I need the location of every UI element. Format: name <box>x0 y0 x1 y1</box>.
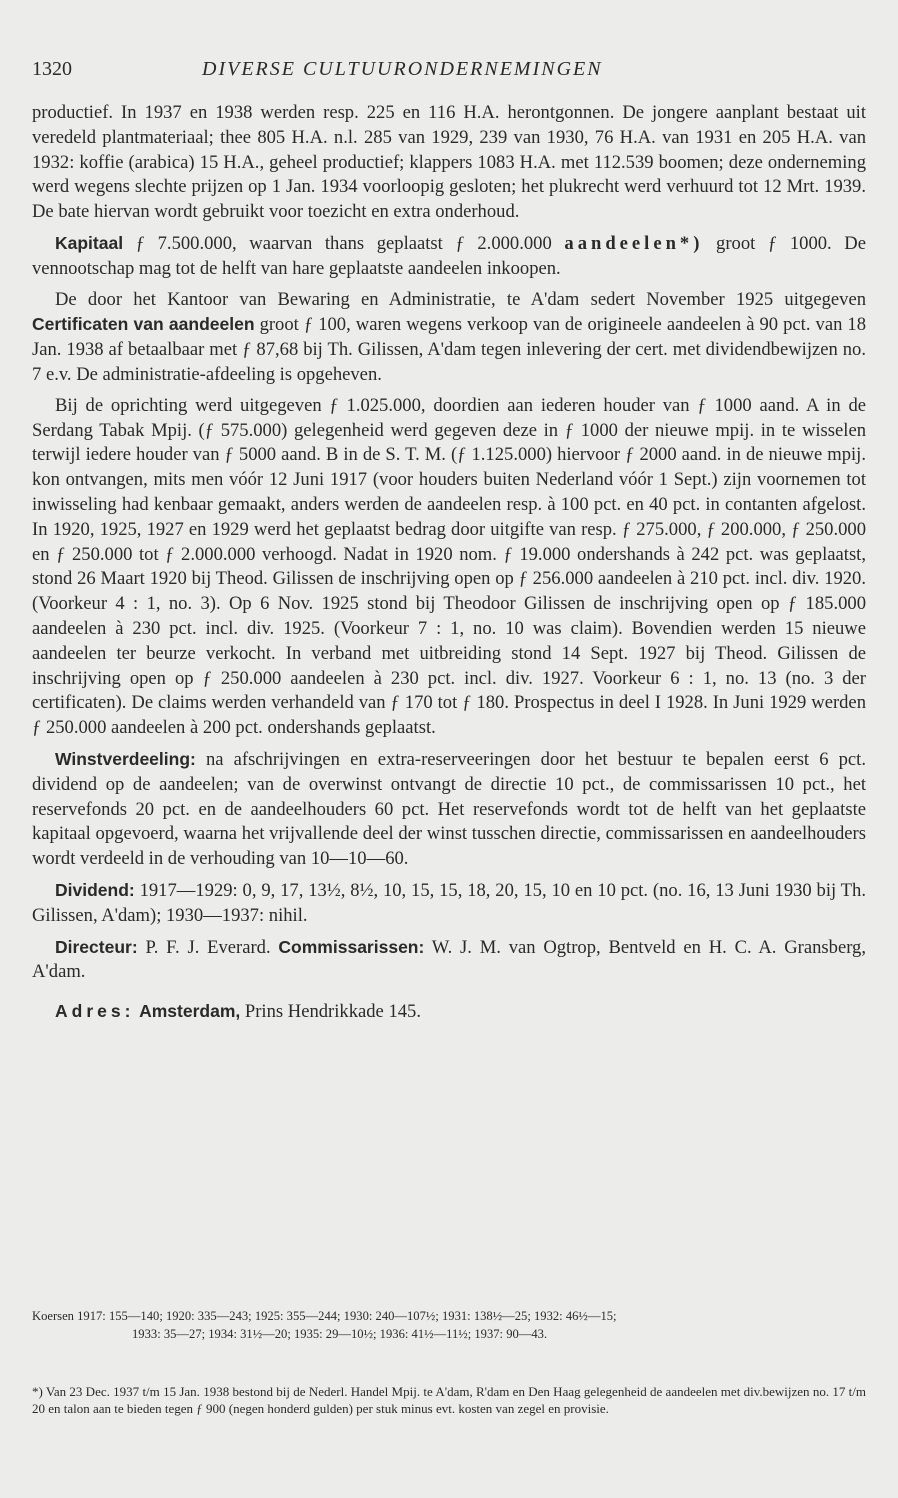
koersen-block <box>32 1307 866 1343</box>
paragraph-certificaten <box>32 288 866 388</box>
kapitaal-text-post: groot ƒ 1000. De vennootschap mag tot de helft van hare geplaatste aandeelen inkoopen. <box>32 232 866 279</box>
adres-label: Adres: <box>55 1001 135 1022</box>
certificaten-label: Certificaten van aandeelen <box>32 314 255 335</box>
directeur-label: Directeur: <box>55 936 138 957</box>
paragraph-winstverdeeling <box>32 747 866 872</box>
footnote: *) Van 23 Dec. 1937 t/m 15 Jan. 1938 bestond bij de Nederl. Handel Mpij. te A'dam, R'dam en Den Haag gelegenheid de aandeelen met div.bewijzen no. 17 t/m 20 en talon aan te bieden tegen ƒ 900 (negen honderd gulden) per stuk minus evt. kosten van zegel en provisie. <box>32 1384 866 1416</box>
cert-text-post: groot ƒ 100, waren wegens verkoop van de origineele aandeelen à 90 pct. van 18 Jan. 1938 af betaalbaar met ƒ 87,68 bij Th. Gilissen, A'dam tegen inlevering der cert. met dividendbewijzen no. 7 e.v. De administratie-afdeeling is opgeheven. <box>32 314 866 385</box>
koersen-line-2: 1933: 35—27; 1934: 31½—20; 1935: 29—10½; 1936: 41½—11½; 1937: 90—43. <box>132 1327 548 1341</box>
adres-text: Prins Hendrikkade 145. <box>240 1001 421 1023</box>
commissarissen-label: Commissarissen: <box>278 936 425 957</box>
paragraph-production: productief. In 1937 en 1938 werden resp. 225 en 116 H.A. herontgonnen. De jongere aanplant bestaat uit veredeld plantmateriaal; thee 805 H.A. n.l. 285 van 1929, 239 van 1930, 76 H.A. van 1931 en 205 H.A. van 1932: koffie (arabica) 15 H.A., geheel productief; klappers 1083 H.A. met 112.539 boomen; deze onderneming werd wegens slechte prijzen op 1 Jan. 1934 voorloopig gesloten; het plukrecht werd verhuurd tot 12 Mrt. 1939. De bate hiervan wordt gebruikt voor toezicht en extra onderhoud. <box>32 102 866 223</box>
main-text <box>32 101 866 1031</box>
koersen-line-1: Koersen 1917: 155—140; 1920: 335—243; 1925: 355—244; 1930: 240—107½; 1931: 138½—25; 1932: 46½—15; <box>32 1309 617 1323</box>
paragraph-oprichting: Bij de oprichting werd uitgegeven ƒ 1.025.000, doordien aan iederen houder van ƒ 1000 aand. A in de Serdang Tabak Mpij. (ƒ 575.000) gelegenheid werd gegeven deze in ƒ 1000 der nieuwe mpij. in te wisselen terwijl iedere houder van ƒ 5000 aand. B in de S. T. M. (ƒ 1.125.000) hiervoor ƒ 2000 aand. in de nieuwe mpij. kon ontvangen, mits men vóór 12 Juni 1917 (voor houders buiten Nederland vóór 1 Sept.) zijn voornemen tot inwisseling had kenbaar gemaakt, anders werden de aandeelen resp. à 100 pct. en 40 pct. in contanten afgelost. In 1920, 1925, 1927 en 1929 werd het geplaatst bedrag door uitgifte van resp. ƒ 275.000, ƒ 200.000, ƒ 250.000 en ƒ 250.000 tot ƒ 2.000.000 verhoogd. Nadat in 1920 nom. ƒ 19.000 ondershands à 242 pct. was geplaatst, stond 26 Maart 1920 bij Theod. Gilissen de inschrijving open op ƒ 256.000 aandeelen à 210 pct. incl. div. 1920. (Voorkeur 4 : 1, no. 3). Op 6 Nov. 1925 stond bij Theodoor Gilissen de inschrijving open op ƒ 185.000 aandeelen à 230 pct. incl. div. 1925. (Voorkeur 7 : 1, no. 10 was claim). Bovendien werden 15 nieuwe aandeelen ter beurze verkocht. In verband met uitbreiding stond 14 Sept. 1927 bij Theod. Gilissen de inschrijving open op ƒ 250.000 aandeelen à 230 pct. incl. div. 1927. Voorkeur 6 : 1, no. 13 (no. 3 der certificaten). De claims werden verhandeld van ƒ 170 tot ƒ 180. Prospectus in deel I 1928. In Juni 1929 werden ƒ 250.000 aandeelen à 200 pct. ondershands geplaatst. <box>32 394 866 739</box>
winstverdeeling-text: na afschrijvingen en extra-reserveeringen door het bestuur te bepalen eerst 6 pct. dividend op de aandeelen; van de overwinst ontvangt de directie 10 pct., de commissarissen 10 pct., het reservefonds 20 pct. en de aandeelhouders 60 pct. Het reservefonds wordt tot de helft van het geplaatste kapitaal opgevoerd, waarna het vrijvallende deel der winst tusschen directie, commissarissen en aandeelhouders wordt verdeeld in de verhouding van 10—10—60. <box>32 748 866 870</box>
winstverdeeling-label: Winstverdeeling: <box>55 748 196 769</box>
commissarissen-text: W. J. M. van Ogtrop, Bentveld en H. C. A. Gransberg, A'dam. <box>32 936 867 983</box>
page-header <box>32 58 866 88</box>
dividend-text: 1917—1929: 0, 9, 17, 13½, 8½, 10, 15, 15, 18, 20, 15, 10 en 10 pct. (no. 16, 13 Juni 1930 bij Th. Gilissen, A'dam); 1930—1937: nihil. <box>32 879 866 926</box>
kapitaal-label: Kapitaal <box>55 232 124 253</box>
paragraph-kapitaal <box>32 231 866 282</box>
directeur-text: P. F. J. Everard. <box>137 936 279 958</box>
dividend-label: Dividend: <box>55 879 135 900</box>
paragraph-dividend <box>32 878 866 929</box>
aandeelen-term: aandeelen*) <box>564 232 704 254</box>
running-title: DIVERSE CULTUURONDERNEMINGEN <box>202 58 603 80</box>
paragraph-directie <box>32 935 866 986</box>
cert-text-pre: De door het Kantoor van Bewaring en Administratie, te A'dam sedert November 1925 uitgegeven <box>55 288 866 310</box>
adres-city: Amsterdam, <box>139 1001 241 1022</box>
paragraph-adres <box>32 999 866 1025</box>
kapitaal-text-pre: ƒ 7.500.000, waarvan thans geplaatst ƒ 2.000.000 <box>123 232 565 254</box>
page-number: 1320 <box>32 58 72 80</box>
